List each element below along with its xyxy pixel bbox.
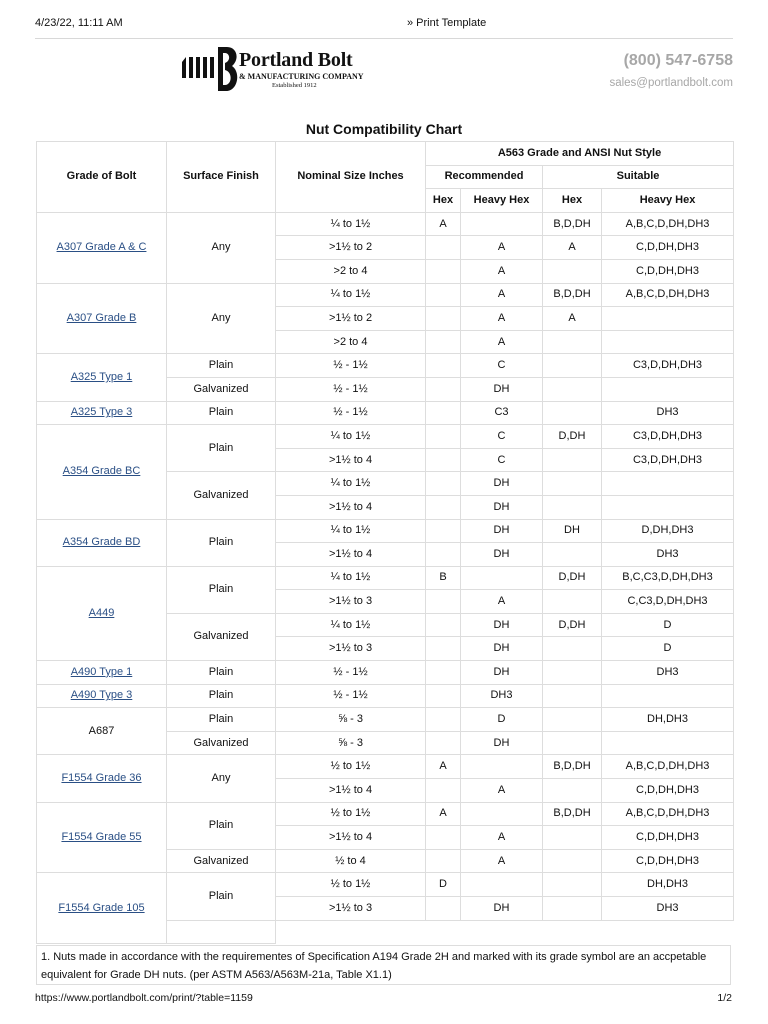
bolt-grade-cell[interactable] <box>37 283 167 354</box>
suitable-hex-cell <box>543 472 602 496</box>
suitable-hex-cell <box>543 897 602 921</box>
bolt-grade-link[interactable]: A490 Type 1 <box>70 665 133 678</box>
nominal-size-cell: >2 to 4 <box>276 259 426 283</box>
bolt-grade-link[interactable]: A354 Grade BC <box>62 465 141 478</box>
suitable-heavy-hex-cell: B,C,C3,D,DH,DH3 <box>602 566 734 590</box>
header-nut-style-group: A563 Grade and ANSI Nut Style <box>426 142 734 166</box>
table-blank-cell <box>276 920 734 944</box>
suitable-hex-cell: B,D,DH <box>543 283 602 307</box>
suitable-hex-cell <box>543 637 602 661</box>
bolt-grade-link[interactable]: A307 Grade B <box>66 311 137 324</box>
suitable-heavy-hex-cell: D,DH,DH3 <box>602 519 734 543</box>
recommended-heavy-hex-cell: A <box>461 236 543 260</box>
suitable-heavy-hex-cell: DH3 <box>602 401 734 425</box>
recommended-heavy-hex-cell: D <box>461 708 543 732</box>
table-row <box>37 425 734 449</box>
phone-number[interactable]: (800) 547-6758 <box>623 52 733 69</box>
suitable-hex-cell <box>543 684 602 708</box>
nominal-size-cell: ¼ to 1½ <box>276 283 426 307</box>
suitable-heavy-hex-cell: D <box>602 637 734 661</box>
suitable-heavy-hex-cell <box>602 472 734 496</box>
suitable-hex-cell: A <box>543 236 602 260</box>
bolt-grade-cell[interactable] <box>37 425 167 519</box>
suitable-heavy-hex-cell: DH,DH3 <box>602 708 734 732</box>
surface-finish-cell: Any <box>167 283 276 354</box>
recommended-hex-cell <box>426 425 461 449</box>
recommended-heavy-hex-cell <box>461 755 543 779</box>
suitable-heavy-hex-cell: C,D,DH,DH3 <box>602 259 734 283</box>
header-divider <box>35 38 733 39</box>
suitable-hex-cell <box>543 826 602 850</box>
suitable-heavy-hex-cell: A,B,C,D,DH,DH3 <box>602 755 734 779</box>
recommended-heavy-hex-cell: A <box>461 849 543 873</box>
nominal-size-cell: >1½ to 2 <box>276 236 426 260</box>
recommended-heavy-hex-cell <box>461 566 543 590</box>
recommended-heavy-hex-cell: A <box>461 590 543 614</box>
surface-finish-cell: Plain <box>167 661 276 685</box>
table-row <box>37 401 734 425</box>
nominal-size-cell: ½ to 4 <box>276 849 426 873</box>
surface-finish-cell: Plain <box>167 425 276 472</box>
recommended-hex-cell: A <box>426 755 461 779</box>
nominal-size-cell: ¼ to 1½ <box>276 425 426 449</box>
suitable-hex-cell <box>543 448 602 472</box>
nominal-size-cell: ½ - 1½ <box>276 684 426 708</box>
suitable-hex-cell <box>543 873 602 897</box>
suitable-hex-cell: B,D,DH <box>543 755 602 779</box>
table-row <box>37 283 734 307</box>
bolt-grade-cell[interactable] <box>37 354 167 401</box>
header-grade: Grade of Bolt <box>37 142 167 213</box>
recommended-heavy-hex-cell: C <box>461 425 543 449</box>
suitable-heavy-hex-cell: C,C3,D,DH,DH3 <box>602 590 734 614</box>
suitable-heavy-hex-cell: DH3 <box>602 897 734 921</box>
table-row <box>37 566 734 590</box>
nominal-size-cell: >2 to 4 <box>276 330 426 354</box>
nominal-size-cell: ½ - 1½ <box>276 661 426 685</box>
suitable-hex-cell: A <box>543 307 602 331</box>
recommended-hex-cell <box>426 401 461 425</box>
nominal-size-cell: >1½ to 4 <box>276 495 426 519</box>
nominal-size-cell: ¼ to 1½ <box>276 212 426 236</box>
recommended-hex-cell <box>426 307 461 331</box>
recommended-hex-cell <box>426 354 461 378</box>
nut-compatibility-table-wrapper <box>36 141 734 944</box>
suitable-heavy-hex-cell <box>602 307 734 331</box>
surface-finish-cell: Any <box>167 212 276 283</box>
bolt-grade-link[interactable]: A325 Type 1 <box>70 370 133 383</box>
recommended-heavy-hex-cell: C <box>461 354 543 378</box>
table-header <box>37 142 734 213</box>
bolt-grade-link[interactable]: A490 Type 3 <box>70 689 133 702</box>
nominal-size-cell: ½ to 1½ <box>276 802 426 826</box>
suitable-hex-cell <box>543 543 602 567</box>
table-row <box>37 802 734 826</box>
bolt-grade-cell[interactable] <box>37 401 167 425</box>
print-template-title: » Print Template <box>407 17 487 29</box>
footnote: 1. Nuts made in accordance with the requirementes of Specification A194 Grade 2H and marked with its grade symbol are an accpetable equivalent for Grade DH nuts. (per ASTM A563/A563M-21a, Table X1.1) <box>36 945 731 985</box>
suitable-heavy-hex-cell <box>602 731 734 755</box>
table-row <box>37 212 734 236</box>
bolt-grade-link[interactable]: F1554 Grade 105 <box>58 901 145 914</box>
recommended-hex-cell <box>426 779 461 803</box>
surface-finish-cell: Plain <box>167 873 276 920</box>
recommended-heavy-hex-cell: DH <box>461 897 543 921</box>
surface-finish-cell: Galvanized <box>167 377 276 401</box>
recommended-hex-cell <box>426 661 461 685</box>
recommended-heavy-hex-cell: DH3 <box>461 684 543 708</box>
surface-finish-cell: Plain <box>167 684 276 708</box>
suitable-hex-cell <box>543 779 602 803</box>
bolt-grade-link[interactable]: F1554 Grade 36 <box>61 772 142 785</box>
table-row <box>37 873 734 897</box>
recommended-heavy-hex-cell <box>461 873 543 897</box>
suitable-heavy-hex-cell: DH,DH3 <box>602 873 734 897</box>
recommended-heavy-hex-cell: C3 <box>461 401 543 425</box>
table-row <box>37 684 734 708</box>
suitable-heavy-hex-cell: C,D,DH,DH3 <box>602 236 734 260</box>
recommended-heavy-hex-cell: A <box>461 283 543 307</box>
surface-finish-cell: Plain <box>167 802 276 849</box>
bolt-grade-cell[interactable] <box>37 566 167 660</box>
surface-finish-cell: Plain <box>167 354 276 378</box>
suitable-hex-cell <box>543 708 602 732</box>
suitable-heavy-hex-cell: C,D,DH,DH3 <box>602 826 734 850</box>
bolt-logo-icon <box>180 45 238 95</box>
bolt-grade-link[interactable]: F1554 Grade 55 <box>61 831 142 844</box>
recommended-hex-cell <box>426 259 461 283</box>
recommended-heavy-hex-cell: DH <box>461 377 543 401</box>
recommended-hex-cell <box>426 731 461 755</box>
recommended-hex-cell: A <box>426 212 461 236</box>
bolt-grade-cell <box>37 708 167 755</box>
nominal-size-cell: ¼ to 1½ <box>276 613 426 637</box>
header-surface-finish: Surface Finish <box>167 142 276 213</box>
nominal-size-cell: ½ - 1½ <box>276 401 426 425</box>
nominal-size-cell: ½ to 1½ <box>276 755 426 779</box>
suitable-hex-cell <box>543 590 602 614</box>
bolt-grade-link[interactable]: A325 Type 3 <box>70 406 133 419</box>
recommended-hex-cell: B <box>426 566 461 590</box>
recommended-heavy-hex-cell: A <box>461 779 543 803</box>
nominal-size-cell: ½ to 1½ <box>276 873 426 897</box>
suitable-heavy-hex-cell: C,D,DH,DH3 <box>602 849 734 873</box>
surface-finish-cell: Plain <box>167 708 276 732</box>
recommended-heavy-hex-cell: DH <box>461 519 543 543</box>
recommended-heavy-hex-cell: C <box>461 448 543 472</box>
print-footer-url[interactable]: https://www.portlandbolt.com/print/?table=1159 <box>35 992 253 1004</box>
recommended-hex-cell <box>426 283 461 307</box>
bolt-grade-cell[interactable] <box>37 661 167 685</box>
logo-wordmark: Portland Bolt <box>239 49 353 71</box>
surface-finish-cell: Galvanized <box>167 731 276 755</box>
recommended-hex-cell <box>426 684 461 708</box>
recommended-hex-cell <box>426 708 461 732</box>
recommended-heavy-hex-cell: DH <box>461 731 543 755</box>
bolt-grade-label: A687 <box>88 724 115 737</box>
nominal-size-cell: ½ - 1½ <box>276 354 426 378</box>
suitable-heavy-hex-cell: A,B,C,D,DH,DH3 <box>602 802 734 826</box>
recommended-hex-cell <box>426 897 461 921</box>
nominal-size-cell: >1½ to 4 <box>276 826 426 850</box>
suitable-heavy-hex-cell: A,B,C,D,DH,DH3 <box>602 212 734 236</box>
nominal-size-cell: >1½ to 4 <box>276 779 426 803</box>
suitable-hex-cell: B,D,DH <box>543 802 602 826</box>
recommended-heavy-hex-cell: DH <box>461 472 543 496</box>
recommended-heavy-hex-cell: DH <box>461 543 543 567</box>
recommended-heavy-hex-cell: DH <box>461 637 543 661</box>
recommended-hex-cell: A <box>426 802 461 826</box>
recommended-heavy-hex-cell <box>461 212 543 236</box>
bolt-grade-cell[interactable] <box>37 519 167 566</box>
table-row <box>37 755 734 779</box>
surface-finish-cell: Galvanized <box>167 472 276 519</box>
nominal-size-cell: ¼ to 1½ <box>276 519 426 543</box>
bolt-grade-link[interactable]: A354 Grade BD <box>62 536 141 549</box>
recommended-hex-cell <box>426 236 461 260</box>
suitable-heavy-hex-cell <box>602 684 734 708</box>
recommended-heavy-hex-cell: DH <box>461 661 543 685</box>
suitable-heavy-hex-cell: C3,D,DH,DH3 <box>602 425 734 449</box>
nominal-size-cell: ¼ to 1½ <box>276 566 426 590</box>
suitable-hex-cell: B,D,DH <box>543 212 602 236</box>
recommended-hex-cell <box>426 330 461 354</box>
recommended-hex-cell <box>426 849 461 873</box>
surface-finish-cell: Plain <box>167 519 276 566</box>
print-date: 4/23/22, 11:11 AM <box>35 17 123 29</box>
chart-title: Nut Compatibility Chart <box>305 121 463 137</box>
suitable-hex-cell: D,DH <box>543 566 602 590</box>
recommended-hex-cell <box>426 377 461 401</box>
suitable-hex-cell <box>543 259 602 283</box>
suitable-heavy-hex-cell <box>602 330 734 354</box>
suitable-hex-cell: D,DH <box>543 613 602 637</box>
surface-finish-cell: Galvanized <box>167 849 276 873</box>
suitable-hex-cell <box>543 661 602 685</box>
bolt-grade-link[interactable]: A307 Grade A & C <box>56 241 147 254</box>
header-suitable-heavy-hex: Heavy Hex <box>602 189 734 213</box>
suitable-hex-cell: D,DH <box>543 425 602 449</box>
nominal-size-cell: >1½ to 3 <box>276 897 426 921</box>
header-nominal-size: Nominal Size Inches <box>276 142 426 213</box>
suitable-hex-cell <box>543 330 602 354</box>
recommended-heavy-hex-cell: A <box>461 259 543 283</box>
suitable-heavy-hex-cell <box>602 377 734 401</box>
print-footer-page-number: 1/2 <box>717 992 732 1004</box>
suitable-heavy-hex-cell: D <box>602 613 734 637</box>
nominal-size-cell: >1½ to 2 <box>276 307 426 331</box>
header-recommended: Recommended <box>426 165 543 189</box>
header-suitable: Suitable <box>543 165 734 189</box>
table-row <box>37 519 734 543</box>
recommended-hex-cell <box>426 472 461 496</box>
bolt-grade-cell[interactable] <box>37 873 167 944</box>
suitable-heavy-hex-cell: C3,D,DH,DH3 <box>602 448 734 472</box>
bolt-grade-link[interactable]: A449 <box>88 606 115 619</box>
suitable-hex-cell <box>543 495 602 519</box>
suitable-heavy-hex-cell: DH3 <box>602 661 734 685</box>
suitable-heavy-hex-cell <box>602 495 734 519</box>
suitable-hex-cell <box>543 849 602 873</box>
suitable-heavy-hex-cell: A,B,C,D,DH,DH3 <box>602 283 734 307</box>
nominal-size-cell: >1½ to 3 <box>276 590 426 614</box>
nominal-size-cell: ¼ to 1½ <box>276 472 426 496</box>
nominal-size-cell: ½ - 1½ <box>276 377 426 401</box>
header-recommended-heavy-hex: Heavy Hex <box>461 189 543 213</box>
nominal-size-cell: >1½ to 3 <box>276 637 426 661</box>
table-row <box>37 354 734 378</box>
surface-finish-cell: Galvanized <box>167 613 276 660</box>
recommended-heavy-hex-cell: A <box>461 307 543 331</box>
nominal-size-cell: ⅝ - 3 <box>276 708 426 732</box>
recommended-heavy-hex-cell: DH <box>461 613 543 637</box>
header-recommended-hex: Hex <box>426 189 461 213</box>
table-body <box>37 212 734 943</box>
recommended-heavy-hex-cell <box>461 802 543 826</box>
table-blank-cell <box>167 920 276 944</box>
suitable-heavy-hex-cell: C,D,DH,DH3 <box>602 779 734 803</box>
logo-established: Established 1912 <box>272 82 317 89</box>
recommended-heavy-hex-cell: A <box>461 826 543 850</box>
table-row <box>37 661 734 685</box>
nominal-size-cell: >1½ to 4 <box>276 448 426 472</box>
recommended-heavy-hex-cell: DH <box>461 495 543 519</box>
recommended-hex-cell <box>426 495 461 519</box>
bolt-grade-cell[interactable] <box>37 212 167 283</box>
suitable-hex-cell <box>543 731 602 755</box>
email-address[interactable]: sales@portlandbolt.com <box>609 77 733 89</box>
nominal-size-cell: ⅝ - 3 <box>276 731 426 755</box>
table-row <box>37 708 734 732</box>
suitable-hex-cell <box>543 354 602 378</box>
recommended-hex-cell <box>426 543 461 567</box>
recommended-hex-cell <box>426 637 461 661</box>
recommended-hex-cell <box>426 448 461 472</box>
suitable-heavy-hex-cell: DH3 <box>602 543 734 567</box>
suitable-hex-cell <box>543 377 602 401</box>
header-suitable-hex: Hex <box>543 189 602 213</box>
surface-finish-cell: Any <box>167 755 276 802</box>
surface-finish-cell: Plain <box>167 566 276 613</box>
surface-finish-cell: Plain <box>167 401 276 425</box>
suitable-hex-cell <box>543 401 602 425</box>
suitable-heavy-hex-cell: C3,D,DH,DH3 <box>602 354 734 378</box>
recommended-hex-cell <box>426 613 461 637</box>
recommended-heavy-hex-cell: A <box>461 330 543 354</box>
suitable-hex-cell: DH <box>543 519 602 543</box>
recommended-hex-cell: D <box>426 873 461 897</box>
bolt-grade-cell[interactable] <box>37 755 167 802</box>
bolt-grade-cell[interactable] <box>37 802 167 873</box>
logo-subtitle: & MANUFACTURING COMPANY <box>239 72 364 81</box>
company-logo[interactable] <box>180 45 380 95</box>
nut-compatibility-table <box>36 141 734 944</box>
nominal-size-cell: >1½ to 4 <box>276 543 426 567</box>
recommended-hex-cell <box>426 519 461 543</box>
bolt-grade-cell[interactable] <box>37 684 167 708</box>
recommended-hex-cell <box>426 590 461 614</box>
recommended-hex-cell <box>426 826 461 850</box>
